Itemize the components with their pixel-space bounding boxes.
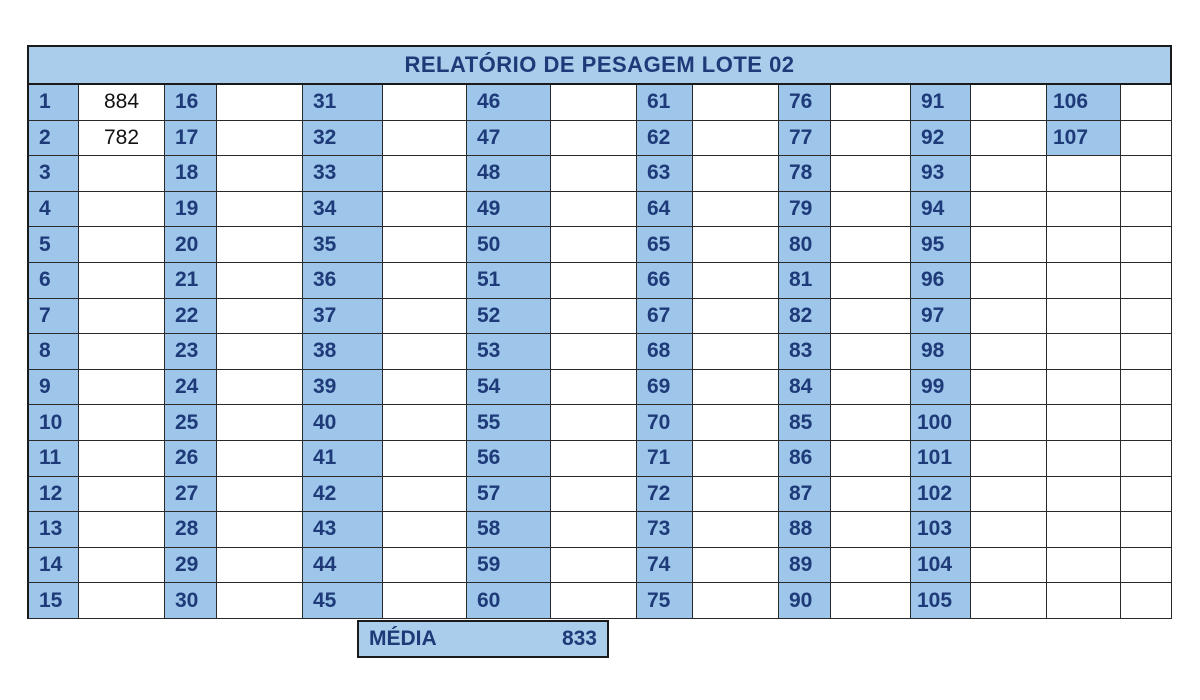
weight-value-cell[interactable] [383,121,467,157]
lot-number-cell: 24 [165,370,217,406]
table-row [27,512,1172,548]
lot-number-cell [1047,227,1121,263]
lot-number-cell [1047,370,1121,406]
lot-number-cell: 31 [303,85,383,121]
lot-number-cell: 103 [911,512,971,548]
lot-number-cell: 17 [165,121,217,157]
lot-number-cell: 53 [467,334,551,370]
weight-value-cell[interactable] [971,477,1047,513]
lot-number-cell: 56 [467,441,551,477]
weight-value-cell[interactable] [383,227,467,263]
weight-value-cell[interactable] [383,192,467,228]
lot-number-cell: 70 [637,405,693,441]
lot-number-cell: 41 [303,441,383,477]
table-row [27,583,1172,619]
lot-number-cell: 77 [779,121,831,157]
lot-number-cell: 16 [165,85,217,121]
weight-value-cell[interactable] [217,192,303,228]
lot-number-cell: 18 [165,156,217,192]
weight-value-cell[interactable] [217,548,303,584]
weight-value-cell[interactable] [831,477,911,513]
weight-value-cell[interactable] [971,405,1047,441]
table-row [27,441,1172,477]
lot-number-cell: 58 [467,512,551,548]
weight-value-cell[interactable] [217,227,303,263]
lot-number-cell: 47 [467,121,551,157]
weight-value-cell[interactable] [831,405,911,441]
weight-value-cell[interactable] [831,512,911,548]
lot-number-cell: 30 [165,583,217,619]
lot-number-cell: 6 [27,263,79,299]
weight-value-cell[interactable] [383,370,467,406]
weight-value-cell[interactable] [383,263,467,299]
weight-value-cell[interactable] [79,405,165,441]
lot-number-cell: 75 [637,583,693,619]
lot-number-cell: 90 [779,583,831,619]
lot-number-cell: 34 [303,192,383,228]
weight-value-cell[interactable] [383,583,467,619]
lot-number-cell: 32 [303,121,383,157]
weight-value-cell[interactable] [217,334,303,370]
lot-number-cell: 11 [27,441,79,477]
table-row [27,405,1172,441]
weight-value-cell[interactable] [383,156,467,192]
weight-value-cell[interactable] [831,85,911,121]
weight-value-cell[interactable] [79,299,165,335]
lot-number-cell: 104 [911,548,971,584]
weight-value-cell[interactable] [79,441,165,477]
weight-value-cell[interactable] [693,85,779,121]
weight-value-cell[interactable] [1121,121,1172,157]
weight-value-cell[interactable] [693,334,779,370]
lot-number-cell: 48 [467,156,551,192]
lot-number-cell [1047,477,1121,513]
weight-value-cell[interactable] [217,263,303,299]
lot-number-cell [1047,512,1121,548]
lot-number-cell: 15 [27,583,79,619]
table-row [27,334,1172,370]
weight-value-cell[interactable] [971,192,1047,228]
lot-number-cell: 81 [779,263,831,299]
lot-number-cell: 84 [779,370,831,406]
weight-value-cell[interactable]: 884 [79,85,165,121]
weight-value-cell[interactable] [693,192,779,228]
weight-value-cell[interactable] [217,156,303,192]
weight-value-cell[interactable] [551,121,637,157]
lot-number-cell: 93 [911,156,971,192]
weight-value-cell[interactable] [551,370,637,406]
lot-number-cell: 98 [911,334,971,370]
weight-value-cell[interactable] [217,512,303,548]
table-row [27,227,1172,263]
weight-value-cell[interactable] [831,156,911,192]
weight-value-cell[interactable] [217,85,303,121]
weight-value-cell[interactable] [971,156,1047,192]
lot-number-cell: 99 [911,370,971,406]
lot-number-cell [1047,583,1121,619]
weight-value-cell[interactable] [1121,441,1172,477]
weight-value-cell[interactable] [383,548,467,584]
weight-value-cell[interactable] [693,441,779,477]
weight-value-cell[interactable] [831,370,911,406]
weight-value-cell[interactable] [79,192,165,228]
lot-number-cell: 96 [911,263,971,299]
weight-value-cell[interactable] [79,370,165,406]
weight-value-cell[interactable] [831,548,911,584]
table-row [27,192,1172,228]
lot-number-cell: 89 [779,548,831,584]
weight-value-cell[interactable] [693,370,779,406]
lot-number-cell: 5 [27,227,79,263]
lot-number-cell: 20 [165,227,217,263]
weight-value-cell[interactable] [1121,192,1172,228]
average-label: MÉDIA [369,627,437,650]
weighing-report-sheet [27,45,1172,620]
weight-value-cell[interactable] [79,477,165,513]
lot-number-cell: 100 [911,405,971,441]
weight-value-cell[interactable] [693,405,779,441]
weight-value-cell[interactable] [971,299,1047,335]
lot-number-cell: 4 [27,192,79,228]
lot-number-cell: 25 [165,405,217,441]
lot-number-cell: 78 [779,156,831,192]
lot-number-cell: 102 [911,477,971,513]
weight-value-cell[interactable] [971,370,1047,406]
lot-number-cell: 9 [27,370,79,406]
lot-number-cell: 88 [779,512,831,548]
average-value: 833 [561,627,597,650]
lot-number-cell: 29 [165,548,217,584]
weight-value-cell[interactable] [79,156,165,192]
weight-value-cell[interactable] [1121,299,1172,335]
lot-number-cell: 40 [303,405,383,441]
weight-value-cell[interactable] [551,583,637,619]
weight-value-cell[interactable] [693,263,779,299]
weight-value-cell[interactable] [217,121,303,157]
lot-number-cell: 97 [911,299,971,335]
weight-value-cell[interactable] [1121,370,1172,406]
weight-value-cell[interactable] [1121,334,1172,370]
lot-number-cell: 63 [637,156,693,192]
lot-number-cell: 106 [1047,85,1121,121]
lot-number-cell: 107 [1047,121,1121,157]
lot-number-cell [1047,299,1121,335]
lot-number-cell: 8 [27,334,79,370]
lot-number-cell: 71 [637,441,693,477]
lot-number-cell: 60 [467,583,551,619]
lot-number-cell: 68 [637,334,693,370]
weight-value-cell[interactable] [217,441,303,477]
weight-value-cell[interactable] [217,477,303,513]
lot-number-cell: 64 [637,192,693,228]
weight-value-cell[interactable] [551,263,637,299]
lot-number-cell: 23 [165,334,217,370]
weight-value-cell[interactable] [831,441,911,477]
lot-number-cell: 38 [303,334,383,370]
weight-value-cell[interactable] [217,405,303,441]
weight-value-cell[interactable] [971,548,1047,584]
weight-value-cell[interactable] [383,334,467,370]
lot-number-cell: 105 [911,583,971,619]
weight-value-cell[interactable] [79,334,165,370]
weight-value-cell[interactable]: 782 [79,121,165,157]
lot-number-cell: 35 [303,227,383,263]
table-row [27,121,1172,157]
lot-number-cell: 85 [779,405,831,441]
table-row [27,85,1172,121]
weight-value-cell[interactable] [1121,477,1172,513]
lot-number-cell: 66 [637,263,693,299]
lot-number-cell: 91 [911,85,971,121]
lot-number-cell: 44 [303,548,383,584]
weight-value-cell[interactable] [831,227,911,263]
weight-value-cell[interactable] [551,477,637,513]
weight-value-cell[interactable] [383,441,467,477]
weight-value-cell[interactable] [1121,263,1172,299]
lot-number-cell: 59 [467,548,551,584]
weight-value-cell[interactable] [831,299,911,335]
lot-number-cell: 101 [911,441,971,477]
lot-number-cell: 19 [165,192,217,228]
lot-number-cell: 55 [467,405,551,441]
weight-value-cell[interactable] [971,512,1047,548]
lot-number-cell [1047,156,1121,192]
lot-number-cell: 82 [779,299,831,335]
weight-value-cell[interactable] [217,299,303,335]
lot-number-cell: 43 [303,512,383,548]
weight-value-cell[interactable] [693,548,779,584]
table-row [27,263,1172,299]
lot-number-cell: 74 [637,548,693,584]
lot-number-cell: 28 [165,512,217,548]
lot-number-cell: 86 [779,441,831,477]
weight-value-cell[interactable] [551,441,637,477]
weight-value-cell[interactable] [1121,85,1172,121]
lot-number-cell: 94 [911,192,971,228]
weight-value-cell[interactable] [383,299,467,335]
lot-number-cell: 10 [27,405,79,441]
weight-value-cell[interactable] [971,334,1047,370]
weight-value-cell[interactable] [1121,548,1172,584]
weight-value-cell[interactable] [383,512,467,548]
weight-value-cell[interactable] [693,299,779,335]
lot-number-cell: 42 [303,477,383,513]
lot-number-cell: 57 [467,477,551,513]
lot-number-cell: 7 [27,299,79,335]
weight-value-cell[interactable] [79,227,165,263]
lot-number-cell [1047,263,1121,299]
weight-value-cell[interactable] [1121,405,1172,441]
weight-value-cell[interactable] [551,405,637,441]
lot-number-cell: 72 [637,477,693,513]
weight-value-cell[interactable] [1121,227,1172,263]
lot-number-cell: 2 [27,121,79,157]
average-summary [357,620,609,658]
lot-number-cell: 3 [27,156,79,192]
weight-value-cell[interactable] [217,370,303,406]
weight-value-cell[interactable] [831,334,911,370]
table-row [27,156,1172,192]
lot-number-cell: 26 [165,441,217,477]
lot-number-cell: 13 [27,512,79,548]
lot-number-cell: 95 [911,227,971,263]
lot-number-cell: 37 [303,299,383,335]
lot-number-cell: 83 [779,334,831,370]
weight-value-cell[interactable] [693,156,779,192]
weight-value-cell[interactable] [831,263,911,299]
weight-value-cell[interactable] [1121,156,1172,192]
lot-number-cell: 80 [779,227,831,263]
lot-number-cell: 27 [165,477,217,513]
lot-number-cell: 50 [467,227,551,263]
lot-number-cell: 46 [467,85,551,121]
lot-number-cell [1047,334,1121,370]
lot-number-cell: 36 [303,263,383,299]
weight-value-cell[interactable] [79,263,165,299]
lot-number-cell: 67 [637,299,693,335]
weight-value-cell[interactable] [551,334,637,370]
weight-value-cell[interactable] [79,548,165,584]
weight-value-cell[interactable] [551,227,637,263]
lot-number-cell: 22 [165,299,217,335]
lot-number-cell: 54 [467,370,551,406]
weight-value-cell[interactable] [971,441,1047,477]
weight-value-cell[interactable] [1121,583,1172,619]
weight-value-cell[interactable] [551,299,637,335]
lot-number-cell [1047,441,1121,477]
weight-value-cell[interactable] [551,192,637,228]
weight-value-cell[interactable] [831,583,911,619]
weight-value-cell[interactable] [693,121,779,157]
lot-number-cell: 1 [27,85,79,121]
weight-value-cell[interactable] [693,512,779,548]
table-row [27,299,1172,335]
weight-value-cell[interactable] [971,583,1047,619]
weight-value-cell[interactable] [551,548,637,584]
weight-value-cell[interactable] [971,263,1047,299]
report-title: RELATÓRIO DE PESAGEM LOTE 02 [27,45,1172,85]
lot-number-cell: 49 [467,192,551,228]
lot-number-cell: 87 [779,477,831,513]
lot-number-cell: 52 [467,299,551,335]
weight-value-cell[interactable] [693,227,779,263]
weight-value-cell[interactable] [551,156,637,192]
weight-value-cell[interactable] [551,85,637,121]
weight-value-cell[interactable] [551,512,637,548]
table-row [27,548,1172,584]
lot-number-cell: 76 [779,85,831,121]
lot-number-cell: 12 [27,477,79,513]
weight-value-cell[interactable] [971,121,1047,157]
lot-number-cell: 21 [165,263,217,299]
weight-value-cell[interactable] [831,192,911,228]
lot-number-cell: 39 [303,370,383,406]
table-row [27,370,1172,406]
lot-number-cell: 33 [303,156,383,192]
weight-value-cell[interactable] [971,227,1047,263]
lot-number-cell [1047,548,1121,584]
lot-number-cell: 92 [911,121,971,157]
weight-value-cell[interactable] [383,477,467,513]
lot-number-cell: 61 [637,85,693,121]
weight-value-cell[interactable] [831,121,911,157]
weight-value-cell[interactable] [971,85,1047,121]
weight-value-cell[interactable] [383,405,467,441]
lot-number-cell: 79 [779,192,831,228]
lot-number-cell: 62 [637,121,693,157]
lot-number-cell: 51 [467,263,551,299]
weight-value-cell[interactable] [79,512,165,548]
lot-number-cell: 65 [637,227,693,263]
weight-value-cell[interactable] [383,85,467,121]
weight-value-cell[interactable] [693,477,779,513]
lot-number-cell: 14 [27,548,79,584]
lot-number-cell: 73 [637,512,693,548]
lot-number-cell [1047,405,1121,441]
weight-value-cell[interactable] [693,583,779,619]
lot-number-cell: 69 [637,370,693,406]
lot-number-cell: 45 [303,583,383,619]
weight-value-cell[interactable] [217,583,303,619]
lot-number-cell [1047,192,1121,228]
weight-value-cell[interactable] [79,583,165,619]
table-row [27,477,1172,513]
weight-value-cell[interactable] [1121,512,1172,548]
